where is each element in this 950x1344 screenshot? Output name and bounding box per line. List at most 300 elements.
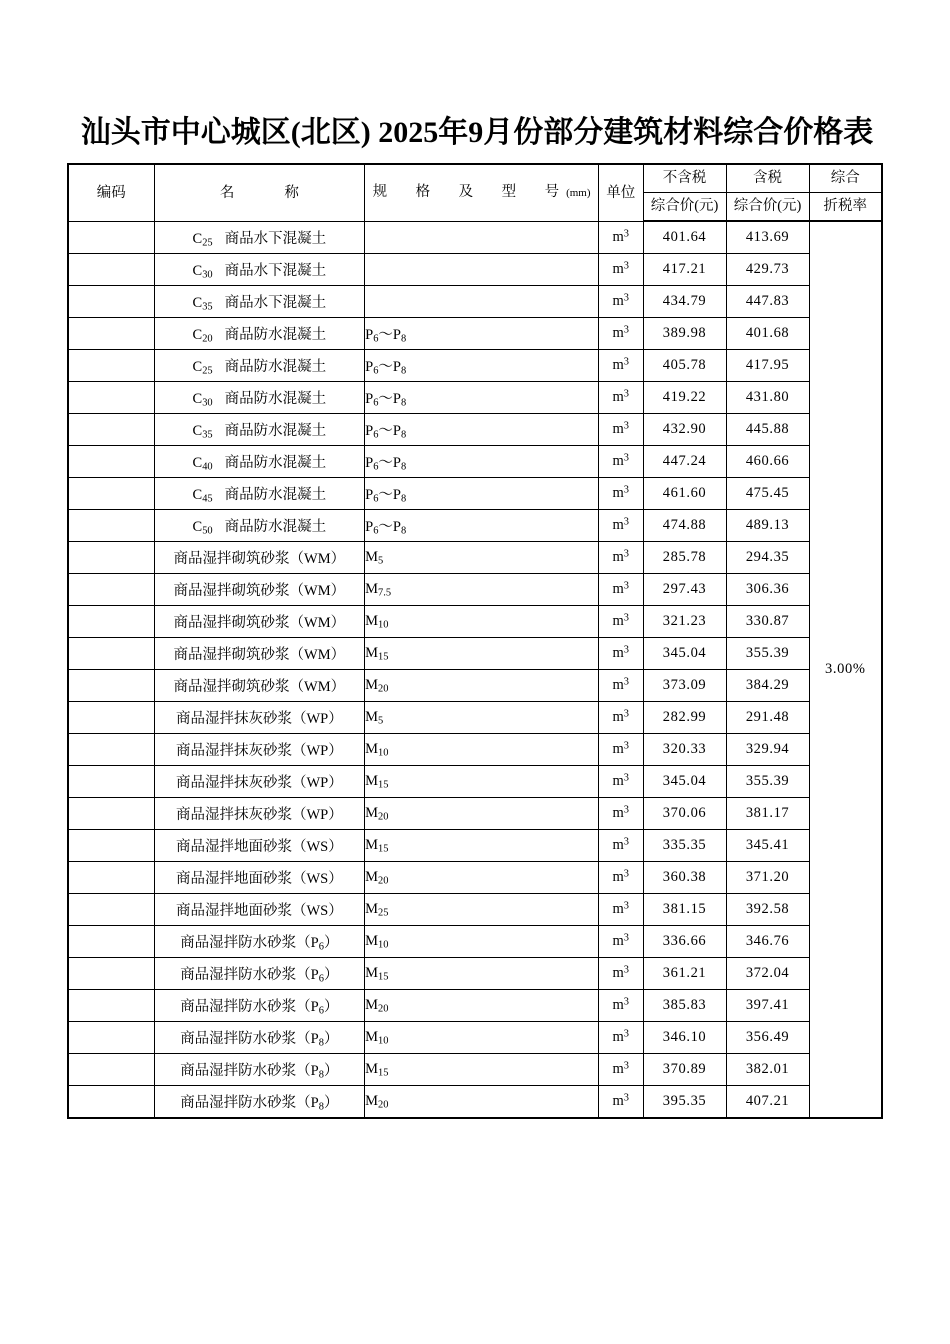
cell-name — [154, 734, 365, 766]
material-name: 商品防水混凝土 — [224, 487, 327, 503]
material-grade: $C_{45}$ — [192, 487, 213, 505]
material-name: 商品湿拌砌筑砂浆（WM） — [173, 583, 346, 599]
unit-exponent: 3 — [623, 868, 629, 880]
unit-exponent: 3 — [623, 964, 629, 976]
cell-code — [68, 1054, 154, 1086]
cell-code — [68, 382, 154, 414]
material-grade-subscript: 35 — [202, 301, 213, 313]
table-row — [68, 766, 882, 798]
material-name: 商品防水混凝土 — [224, 455, 327, 471]
cell-net-price: 434.79 — [643, 286, 726, 318]
unit-exponent: 3 — [623, 772, 629, 784]
cell-gross-price: 381.17 — [726, 798, 809, 830]
column-header-net-bottom-text: 综合价(元) — [650, 198, 719, 214]
material-grade-subscript: 25 — [202, 365, 213, 377]
cell-unit: $m^3$ — [598, 414, 643, 446]
table-row — [68, 254, 882, 286]
material-name: 商品湿拌抹灰砂浆（WP） — [175, 711, 343, 727]
spec-subscript-low: 6 — [373, 493, 379, 505]
spec-subscript-low: 6 — [373, 461, 379, 473]
spec-subscript: 20 — [378, 875, 389, 887]
cell-name — [154, 926, 365, 958]
column-header-gross-top — [726, 164, 809, 193]
cell-net-price: 360.38 — [643, 862, 726, 894]
cell-code — [68, 734, 154, 766]
cell-code — [68, 350, 154, 382]
cell-gross-price: 329.94 — [726, 734, 809, 766]
column-header-gross-top-text: 含税 — [753, 170, 783, 186]
material-name-subscript: 6 — [318, 1005, 324, 1017]
cell-gross-price: 445.88 — [726, 414, 809, 446]
material-name-subscript: 6 — [318, 973, 324, 985]
cell-gross-price: 371.20 — [726, 862, 809, 894]
cell-spec: $M_{15}$ — [365, 830, 599, 862]
cell-spec: $P_6\sim P_8$ — [365, 446, 599, 478]
material-grade-subscript: 45 — [202, 493, 213, 505]
material-name-subscript: 8 — [318, 1037, 324, 1049]
unit-exponent: 3 — [623, 260, 629, 272]
material-grade: $C_{50}$ — [192, 519, 213, 537]
spec-subscript-low: 6 — [373, 365, 379, 377]
cell-code — [68, 446, 154, 478]
material-name: 商品湿拌地面砂浆（WS） — [175, 839, 343, 855]
cell-unit: $m^3$ — [598, 574, 643, 606]
unit-exponent: 3 — [623, 356, 629, 368]
spec-subscript: 5 — [378, 715, 384, 727]
cell-unit: $m^3$ — [598, 318, 643, 350]
cell-unit: $m^3$ — [598, 670, 643, 702]
spec-subscript: 20 — [378, 811, 389, 823]
spec-subscript: 25 — [378, 907, 389, 919]
table-row — [68, 958, 882, 990]
table-row — [68, 734, 882, 766]
cell-code — [68, 958, 154, 990]
cell-spec: $M_{10}$ — [365, 1022, 599, 1054]
cell-unit: $m^3$ — [598, 990, 643, 1022]
material-grade: $C_{25}$ — [192, 359, 213, 377]
column-header-spec — [365, 164, 599, 221]
unit-exponent: 3 — [623, 932, 629, 944]
unit-exponent: 3 — [623, 548, 629, 560]
spec-subscript: 10 — [378, 939, 389, 951]
cell-net-price: 370.89 — [643, 1054, 726, 1086]
cell-spec: $M_{7.5}$ — [365, 574, 599, 606]
material-name: 商品湿拌砌筑砂浆（WM） — [173, 647, 346, 663]
cell-net-price: 385.83 — [643, 990, 726, 1022]
cell-spec: $M_{25}$ — [365, 894, 599, 926]
cell-spec — [365, 286, 599, 318]
cell-gross-price: 397.41 — [726, 990, 809, 1022]
unit-exponent: 3 — [623, 836, 629, 848]
table-row — [68, 926, 882, 958]
cell-spec: $M_{20}$ — [365, 990, 599, 1022]
spec-subscript-low: 6 — [373, 429, 379, 441]
cell-code — [68, 414, 154, 446]
table-row — [68, 606, 882, 638]
cell-unit: $m^3$ — [598, 1022, 643, 1054]
unit-exponent: 3 — [623, 484, 629, 496]
cell-name — [154, 478, 365, 510]
cell-gross-price: 460.66 — [726, 446, 809, 478]
material-name: 商品水下混凝土 — [224, 230, 327, 247]
cell-spec: $M_{15}$ — [365, 958, 599, 990]
cell-unit: $m^3$ — [598, 766, 643, 798]
cell-spec — [365, 254, 599, 286]
cell-name — [154, 574, 365, 606]
cell-net-price: 405.78 — [643, 350, 726, 382]
cell-name — [154, 830, 365, 862]
cell-unit: $m^3$ — [598, 734, 643, 766]
cell-net-price: 285.78 — [643, 542, 726, 574]
cell-name — [154, 702, 365, 734]
spec-subscript: 15 — [378, 1067, 389, 1079]
table-row — [68, 221, 882, 254]
table-row — [68, 670, 882, 702]
material-name: 商品防水混凝土 — [224, 519, 327, 535]
material-grade-subscript: 50 — [202, 525, 213, 537]
unit-exponent: 3 — [623, 676, 629, 688]
cell-code — [68, 606, 154, 638]
cell-net-price: 381.15 — [643, 894, 726, 926]
unit-exponent: 3 — [623, 292, 629, 304]
header-row-top — [68, 164, 882, 193]
cell-name — [154, 510, 365, 542]
table-row — [68, 830, 882, 862]
cell-gross-price: 291.48 — [726, 702, 809, 734]
cell-name — [154, 1054, 365, 1086]
cell-name — [154, 990, 365, 1022]
cell-unit: $m^3$ — [598, 542, 643, 574]
cell-unit: $m^3$ — [598, 446, 643, 478]
cell-name — [154, 221, 365, 254]
cell-net-price: 419.22 — [643, 382, 726, 414]
cell-name — [154, 958, 365, 990]
cell-gross-price: 407.21 — [726, 1086, 809, 1119]
cell-spec: $P_6\sim P_8$ — [365, 510, 599, 542]
table-row — [68, 414, 882, 446]
cell-spec: $P_6\sim P_8$ — [365, 414, 599, 446]
table-row — [68, 862, 882, 894]
cell-name — [154, 446, 365, 478]
cell-unit: $m^3$ — [598, 254, 643, 286]
unit-exponent: 3 — [623, 996, 629, 1008]
spec-subscript: 10 — [378, 747, 389, 759]
cell-code — [68, 478, 154, 510]
cell-spec: $M_{10}$ — [365, 734, 599, 766]
cell-gross-price: 356.49 — [726, 1022, 809, 1054]
cell-net-price: 297.43 — [643, 574, 726, 606]
spec-subscript-high: 8 — [401, 429, 407, 441]
cell-net-price: 401.64 — [643, 221, 726, 254]
unit-exponent: 3 — [623, 228, 629, 240]
material-name: 商品湿拌地面砂浆（WS） — [175, 903, 343, 919]
cell-code — [68, 894, 154, 926]
table-body — [68, 221, 882, 1118]
material-name: 商品防水混凝土 — [224, 391, 327, 407]
cell-net-price: 461.60 — [643, 478, 726, 510]
spec-subscript: 15 — [378, 651, 389, 663]
table-row — [68, 478, 882, 510]
cell-net-price: 373.09 — [643, 670, 726, 702]
table-row — [68, 350, 882, 382]
material-name: 商品水下混凝土 — [224, 295, 327, 311]
column-header-name: 名 称 — [154, 164, 365, 221]
spec-subscript: 7.5 — [378, 587, 392, 599]
unit-exponent: 3 — [623, 388, 629, 400]
cell-gross-price: 392.58 — [726, 894, 809, 926]
cell-code — [68, 254, 154, 286]
material-name: 商品湿拌防水砂浆$(P_6)$ — [180, 999, 339, 1017]
cell-gross-price: 346.76 — [726, 926, 809, 958]
material-grade: $C_{35}$ — [192, 295, 213, 313]
cell-gross-price: 355.39 — [726, 766, 809, 798]
cell-gross-price: 355.39 — [726, 638, 809, 670]
page-title: 汕头市中心城区(北区) 2025年9月份部分建筑材料综合价格表 — [80, 116, 874, 149]
cell-name — [154, 894, 365, 926]
cell-net-price: 432.90 — [643, 414, 726, 446]
column-header-rate-bottom-text: 折税率 — [823, 198, 868, 214]
cell-unit: $m^3$ — [598, 894, 643, 926]
material-grade: $C_{30}$ — [192, 263, 213, 281]
material-name: 商品湿拌砌筑砂浆（WM） — [173, 615, 346, 631]
cell-name — [154, 350, 365, 382]
cell-code — [68, 830, 154, 862]
cell-spec: $M_{20}$ — [365, 798, 599, 830]
spec-subscript-low: 6 — [373, 397, 379, 409]
table-row — [68, 894, 882, 926]
cell-gross-price: 382.01 — [726, 1054, 809, 1086]
cell-code — [68, 221, 154, 254]
cell-name — [154, 766, 365, 798]
spec-subscript-low: 6 — [373, 333, 379, 345]
cell-spec: $P_6\sim P_8$ — [365, 350, 599, 382]
cell-unit: $m^3$ — [598, 221, 643, 254]
spec-subscript: 20 — [378, 1099, 389, 1111]
cell-code — [68, 1086, 154, 1119]
material-name: 商品湿拌抹灰砂浆（WP） — [175, 807, 343, 823]
table-row — [68, 446, 882, 478]
cell-unit: $m^3$ — [598, 350, 643, 382]
spec-subscript-high: 8 — [401, 461, 407, 473]
cell-unit: $m^3$ — [598, 862, 643, 894]
table-row — [68, 1054, 882, 1086]
table-row — [68, 382, 882, 414]
cell-code — [68, 574, 154, 606]
material-name: 商品湿拌防水砂浆$(P_8)$ — [180, 1095, 339, 1113]
spec-subscript-high: 8 — [401, 397, 407, 409]
column-header-unit: 单位 — [598, 164, 643, 221]
spec-subscript-high: 8 — [401, 365, 407, 377]
material-name: 商品湿拌砌筑砂浆（WM） — [173, 679, 346, 695]
cell-unit: $m^3$ — [598, 510, 643, 542]
material-name: 商品湿拌砌筑砂浆（WM） — [173, 551, 346, 567]
cell-unit: $m^3$ — [598, 1086, 643, 1119]
unit-exponent: 3 — [623, 324, 629, 336]
material-name: 商品湿拌防水砂浆$(P_6)$ — [180, 967, 339, 985]
material-name: 商品防水混凝土 — [224, 423, 327, 439]
cell-code — [68, 510, 154, 542]
table-row — [68, 1086, 882, 1119]
table-row — [68, 702, 882, 734]
cell-spec: $M_{20}$ — [365, 862, 599, 894]
cell-gross-price: 417.95 — [726, 350, 809, 382]
spec-subscript: 15 — [378, 843, 389, 855]
cell-net-price: 417.21 — [643, 254, 726, 286]
material-grade-subscript: 25 — [202, 237, 213, 249]
cell-code — [68, 702, 154, 734]
cell-spec: $M_{10}$ — [365, 926, 599, 958]
price-table — [67, 163, 883, 1119]
cell-gross-price: 401.68 — [726, 318, 809, 350]
column-header-rate-top-text: 综合 — [830, 170, 860, 186]
cell-name — [154, 1022, 365, 1054]
cell-name — [154, 798, 365, 830]
cell-net-price: 345.04 — [643, 766, 726, 798]
cell-gross-price: 431.80 — [726, 382, 809, 414]
cell-gross-price: 384.29 — [726, 670, 809, 702]
cell-gross-price: 345.41 — [726, 830, 809, 862]
column-header-spec-unit: (mm) — [566, 187, 591, 200]
cell-net-price: 447.24 — [643, 446, 726, 478]
spec-subscript: 10 — [378, 619, 389, 631]
cell-spec: $M_{15}$ — [365, 1054, 599, 1086]
cell-gross-price: 447.83 — [726, 286, 809, 318]
table-header — [68, 164, 882, 221]
unit-exponent: 3 — [623, 1028, 629, 1040]
column-header-net-top-text: 不含税 — [662, 170, 707, 186]
cell-spec: $P_6\sim P_8$ — [365, 382, 599, 414]
spec-subscript-high: 8 — [401, 493, 407, 505]
cell-name — [154, 254, 365, 286]
column-header-rate-bottom — [809, 193, 882, 222]
cell-gross-price: 489.13 — [726, 510, 809, 542]
unit-exponent: 3 — [623, 420, 629, 432]
cell-spec: $M_5$ — [365, 542, 599, 574]
column-header-gross-bottom — [726, 193, 809, 222]
cell-unit: $m^3$ — [598, 830, 643, 862]
cell-unit: $m^3$ — [598, 1054, 643, 1086]
column-header-code: 编码 — [68, 164, 154, 221]
cell-spec: $M_{20}$ — [365, 1086, 599, 1119]
cell-gross-price: 413.69 — [726, 221, 809, 254]
material-grade-subscript: 40 — [202, 461, 213, 473]
cell-net-price: 474.88 — [643, 510, 726, 542]
spec-subscript: 20 — [378, 683, 389, 695]
table-row — [68, 318, 882, 350]
cell-net-price: 320.33 — [643, 734, 726, 766]
spec-subscript-high: 8 — [401, 333, 407, 345]
cell-code — [68, 286, 154, 318]
cell-unit: $m^3$ — [598, 926, 643, 958]
table-row — [68, 574, 882, 606]
material-grade: $C_{35}$ — [192, 423, 213, 441]
column-header-rate-top — [809, 164, 882, 193]
table-row — [68, 638, 882, 670]
cell-spec: $P_6\sim P_8$ — [365, 318, 599, 350]
unit-exponent: 3 — [623, 580, 629, 592]
spec-subscript: 15 — [378, 971, 389, 983]
table-row — [68, 542, 882, 574]
column-header-gross-bottom-text: 综合价(元) — [733, 198, 802, 214]
cell-name — [154, 670, 365, 702]
cell-name — [154, 606, 365, 638]
material-name: 商品湿拌抹灰砂浆（WP） — [175, 775, 343, 791]
material-name-subscript: 8 — [318, 1069, 324, 1081]
material-grade: $C_{25}$ — [192, 230, 213, 249]
cell-gross-price: 475.45 — [726, 478, 809, 510]
cell-net-price: 345.04 — [643, 638, 726, 670]
cell-name — [154, 1086, 365, 1119]
unit-exponent: 3 — [623, 644, 629, 656]
spec-subscript: 15 — [378, 779, 389, 791]
cell-code — [68, 1022, 154, 1054]
cell-unit: $m^3$ — [598, 286, 643, 318]
cell-code — [68, 638, 154, 670]
cell-unit: $m^3$ — [598, 958, 643, 990]
spec-subscript: 5 — [378, 555, 384, 567]
cell-net-price: 336.66 — [643, 926, 726, 958]
cell-spec: $M_{15}$ — [365, 638, 599, 670]
material-name: 商品湿拌防水砂浆$(P_6)$ — [180, 935, 339, 953]
material-name: 商品防水混凝土 — [224, 359, 327, 375]
cell-net-price: 389.98 — [643, 318, 726, 350]
unit-exponent: 3 — [623, 804, 629, 816]
material-grade-subscript: 30 — [202, 269, 213, 281]
cell-code — [68, 318, 154, 350]
spec-subscript-low: 6 — [373, 525, 379, 537]
table-row — [68, 286, 882, 318]
cell-unit: $m^3$ — [598, 702, 643, 734]
cell-gross-price: 330.87 — [726, 606, 809, 638]
spec-subscript-high: 8 — [401, 525, 407, 537]
cell-unit: $m^3$ — [598, 606, 643, 638]
unit-exponent: 3 — [623, 708, 629, 720]
unit-exponent: 3 — [623, 900, 629, 912]
cell-name — [154, 542, 365, 574]
cell-name — [154, 286, 365, 318]
cell-spec: $P_6\sim P_8$ — [365, 478, 599, 510]
spec-subscript: 20 — [378, 1003, 389, 1015]
table-row — [68, 990, 882, 1022]
cell-unit: $m^3$ — [598, 798, 643, 830]
cell-net-price: 321.23 — [643, 606, 726, 638]
cell-net-price: 370.06 — [643, 798, 726, 830]
price-table-container — [67, 163, 883, 1119]
column-header-net-top — [643, 164, 726, 193]
cell-name — [154, 382, 365, 414]
material-grade-subscript: 30 — [202, 397, 213, 409]
material-grade: $C_{40}$ — [192, 455, 213, 473]
cell-net-price: 282.99 — [643, 702, 726, 734]
cell-spec: $M_{10}$ — [365, 606, 599, 638]
table-row — [68, 798, 882, 830]
cell-name — [154, 862, 365, 894]
cell-tax-rate: 3.00% — [809, 221, 882, 1118]
material-name-subscript: 6 — [318, 941, 324, 953]
material-name: 商品湿拌防水砂浆$(P_8)$ — [180, 1063, 339, 1081]
material-name: 商品湿拌地面砂浆（WS） — [175, 871, 343, 887]
material-name: 商品湿拌防水砂浆$(P_8)$ — [180, 1031, 339, 1049]
cell-gross-price: 429.73 — [726, 254, 809, 286]
table-row — [68, 1022, 882, 1054]
cell-gross-price: 372.04 — [726, 958, 809, 990]
unit-exponent: 3 — [623, 452, 629, 464]
material-name: 商品水下混凝土 — [224, 263, 327, 279]
material-name: 商品湿拌抹灰砂浆（WP） — [175, 743, 343, 759]
spec-subscript: 10 — [378, 1035, 389, 1047]
material-name: 商品防水混凝土 — [224, 327, 327, 343]
cell-code — [68, 670, 154, 702]
